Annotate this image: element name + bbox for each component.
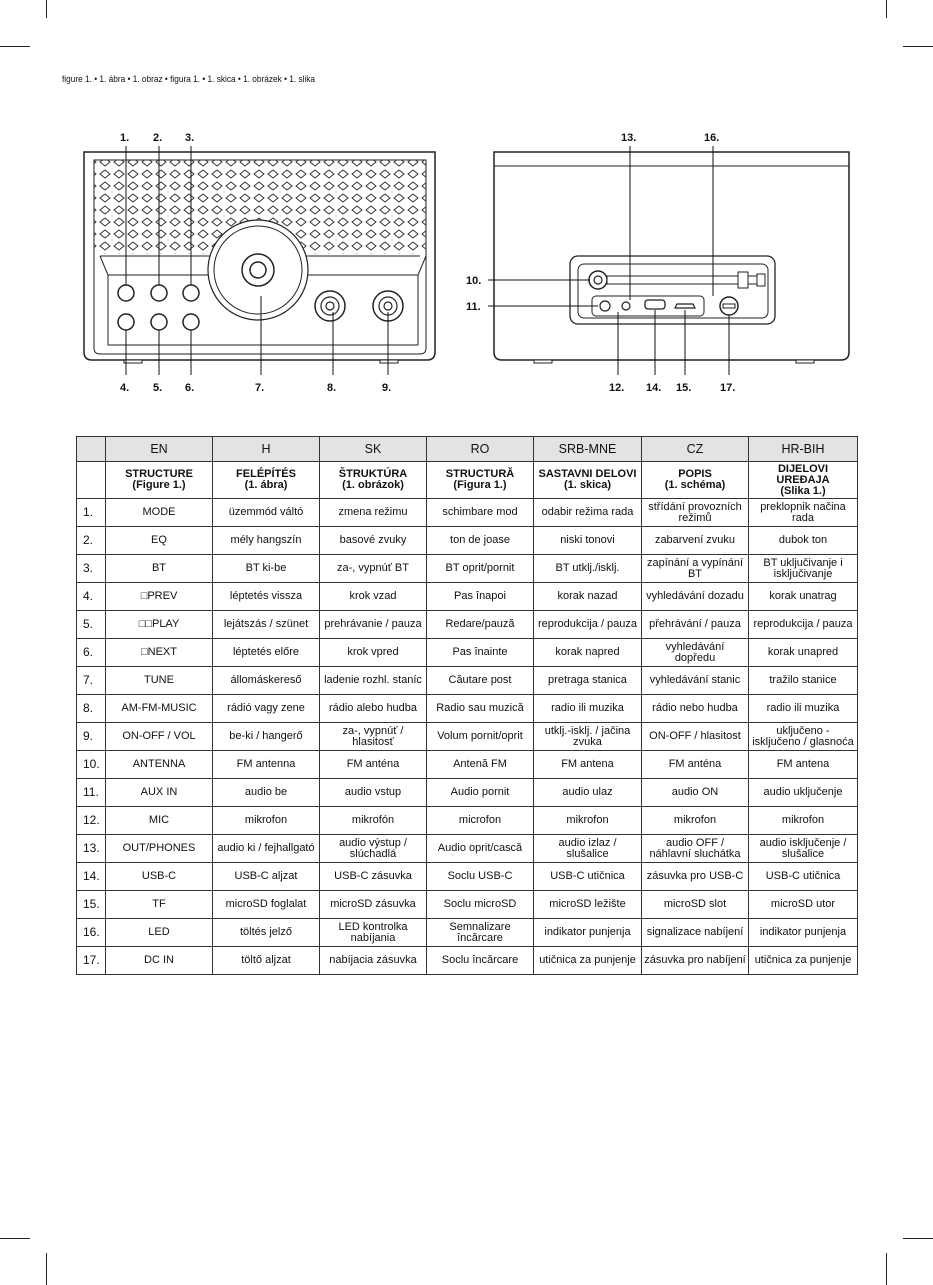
table-cell: střídání provozních režimů (642, 499, 749, 527)
table-cell: lejátszás / szünet (213, 611, 320, 639)
crop-mark (886, 1253, 887, 1285)
table-cell: microSD ležište (534, 891, 642, 919)
row-number: 4. (77, 583, 106, 611)
table-header-row (77, 437, 858, 462)
table-cell: FM antena (749, 751, 858, 779)
table-cell: audio vstup (320, 779, 427, 807)
table-cell: mély hangszín (213, 527, 320, 555)
structure-figure-ref: (1. obrázok) (342, 479, 404, 491)
table-cell: microSD utor (749, 891, 858, 919)
table-cell: za-, vypnúť / hlasitosť (320, 723, 427, 751)
table-cell (106, 462, 213, 499)
row-number: 5. (77, 611, 106, 639)
table-cell: basové zvuky (320, 527, 427, 555)
row-number: 3. (77, 555, 106, 583)
table-cell: Pas înapoi (427, 583, 534, 611)
row-number: 8. (77, 695, 106, 723)
table-cell: □□PLAY (106, 611, 213, 639)
front-label: 6. (185, 382, 195, 394)
row-number: 16. (77, 919, 106, 947)
back-label: 15. (676, 382, 692, 394)
header-cell: CZ (642, 437, 749, 462)
table-row (77, 667, 858, 695)
table-cell: indikator punjenja (749, 919, 858, 947)
crop-mark (46, 1253, 47, 1285)
table-cell: přehrávání / pauza (642, 611, 749, 639)
table-cell: audio be (213, 779, 320, 807)
table-cell: krok vzad (320, 583, 427, 611)
table-cell: dubok ton (749, 527, 858, 555)
table-cell: FM anténa (320, 751, 427, 779)
row-number: 10. (77, 751, 106, 779)
table-cell: TF (106, 891, 213, 919)
row-number: 13. (77, 835, 106, 863)
table-cell: mikrofon (534, 807, 642, 835)
front-label: 7. (255, 382, 265, 394)
figure-caption: figure 1. • 1. ábra • 1. obraz • figura 1. • 1. skica • 1. obrázek • 1. slika (62, 74, 316, 84)
table-row (77, 527, 858, 555)
front-label: 9. (382, 382, 392, 394)
table-row (77, 779, 858, 807)
table-cell: zásuvka pro nabíjení (642, 947, 749, 975)
table-cell (642, 462, 749, 499)
table-cell: preklopnik načina rada (749, 499, 858, 527)
table-cell (534, 462, 642, 499)
table-cell: korak unapred (749, 639, 858, 667)
table-cell: audio OFF / náhlavní sluchátka (642, 835, 749, 863)
table-cell: Soclu USB-C (427, 863, 534, 891)
table-cell: Soclu încărcare (427, 947, 534, 975)
table-row (77, 499, 858, 527)
front-label: 4. (120, 382, 130, 394)
table-cell: tražilo stanice (749, 667, 858, 695)
table-cell: FM antena (534, 751, 642, 779)
header-cell (77, 437, 106, 462)
back-view (488, 146, 849, 375)
table-cell: MODE (106, 499, 213, 527)
parts-table (76, 436, 858, 975)
structure-figure-ref: (1. skica) (563, 479, 612, 491)
front-label: 3. (185, 132, 195, 144)
header-cell: RO (427, 437, 534, 462)
table-cell (427, 462, 534, 499)
table-cell: reprodukcija / pauza (749, 611, 858, 639)
table-cell: EQ (106, 527, 213, 555)
header-cell: SRB-MNE (534, 437, 642, 462)
table-cell: USB-C utičnica (749, 863, 858, 891)
table-cell: BT (106, 555, 213, 583)
crop-mark (903, 1238, 933, 1239)
table-row (77, 695, 858, 723)
table-cell: utičnica za punjenje (534, 947, 642, 975)
table-cell: vyhledávání dozadu (642, 583, 749, 611)
table-cell: radio ili muzika (534, 695, 642, 723)
table-cell: mikrofon (213, 807, 320, 835)
structure-title: SASTAVNI DELOVI (538, 468, 637, 480)
structure-row (77, 462, 858, 499)
back-label: 10. (466, 275, 482, 287)
table-cell: odabir režima rada (534, 499, 642, 527)
table-cell: korak unatrag (749, 583, 858, 611)
table-cell: USB-C zásuvka (320, 863, 427, 891)
table-cell: □NEXT (106, 639, 213, 667)
table-cell: BT utklj./isklj. (534, 555, 642, 583)
row-number: 9. (77, 723, 106, 751)
table-cell: mikrofon (642, 807, 749, 835)
table-cell: rádio alebo hudba (320, 695, 427, 723)
table-cell: ton de joase (427, 527, 534, 555)
table-cell: audio isključenje / slušalice (749, 835, 858, 863)
row-number: 6. (77, 639, 106, 667)
table-cell: AUX IN (106, 779, 213, 807)
table-cell: rádió vagy zene (213, 695, 320, 723)
table-cell: AM-FM-MUSIC (106, 695, 213, 723)
structure-title: FELÉPÍTÉS (236, 468, 296, 480)
table-cell: vyhledávání stanic (642, 667, 749, 695)
table-cell: niski tonovi (534, 527, 642, 555)
table-row (77, 751, 858, 779)
table-cell: uključeno - isključeno / glasnoća (749, 723, 858, 751)
table-cell: FM anténa (642, 751, 749, 779)
row-number: 12. (77, 807, 106, 835)
table-cell: FM antenna (213, 751, 320, 779)
table-cell: üzemmód váltó (213, 499, 320, 527)
table-cell: utklj.-isklj. / jačina zvuka (534, 723, 642, 751)
table-cell: audio ulaz (534, 779, 642, 807)
table-cell: krok vpred (320, 639, 427, 667)
table-cell (213, 462, 320, 499)
back-label: 13. (621, 132, 637, 144)
row-number: 11. (77, 779, 106, 807)
table-cell: BT ki-be (213, 555, 320, 583)
table-cell: mikrofon (749, 807, 858, 835)
table-cell: USB-C aljzat (213, 863, 320, 891)
table-cell: schimbare mod (427, 499, 534, 527)
table-cell: Audio oprit/cască (427, 835, 534, 863)
structure-title: ŠTRUKTÚRA (338, 468, 408, 480)
table-cell: be-ki / hangerő (213, 723, 320, 751)
table-cell: Audio pornit (427, 779, 534, 807)
table-cell: prehrávanie / pauza (320, 611, 427, 639)
table-cell: Căutare post (427, 667, 534, 695)
table-cell: audio výstup / slúchadlá (320, 835, 427, 863)
table-cell (749, 462, 858, 499)
back-label: 16. (704, 132, 720, 144)
table-cell: Antenă FM (427, 751, 534, 779)
row-number: 1. (77, 499, 106, 527)
table-cell: ANTENNA (106, 751, 213, 779)
table-cell: Semnalizare încărcare (427, 919, 534, 947)
table-cell: microSD slot (642, 891, 749, 919)
structure-figure-ref: (1. ábra) (244, 479, 288, 491)
table-cell: OUT/PHONES (106, 835, 213, 863)
back-label: 14. (646, 382, 662, 394)
table-row (77, 919, 858, 947)
table-cell: nabíjacia zásuvka (320, 947, 427, 975)
front-label: 2. (153, 132, 163, 144)
table-cell: ON-OFF / VOL (106, 723, 213, 751)
table-cell: TUNE (106, 667, 213, 695)
table-cell: audio uključenje (749, 779, 858, 807)
table-cell: MIC (106, 807, 213, 835)
table-row (77, 807, 858, 835)
table-cell: ladenie rozhl. staníc (320, 667, 427, 695)
row-number: 7. (77, 667, 106, 695)
table-cell: állomáskereső (213, 667, 320, 695)
table-row (77, 639, 858, 667)
table-cell: USB-C utičnica (534, 863, 642, 891)
front-label: 8. (327, 382, 337, 394)
table-cell: BT uključivanje i isključivanje (749, 555, 858, 583)
structure-figure-ref: (Slika 1.) (780, 484, 826, 497)
table-cell: mikrofón (320, 807, 427, 835)
row-number: 17. (77, 947, 106, 975)
table-cell: rádio nebo hudba (642, 695, 749, 723)
row-number: 14. (77, 863, 106, 891)
table-cell: za-, vypnúť BT (320, 555, 427, 583)
table-cell: ON-OFF / hlasitost (642, 723, 749, 751)
structure-figure-ref: (1. schéma) (664, 479, 726, 491)
table-cell (77, 462, 106, 499)
structure-title: POPIS (678, 468, 712, 480)
table-cell: USB-C (106, 863, 213, 891)
table-cell: utičnica za punjenje (749, 947, 858, 975)
table-cell: signalizace nabíjení (642, 919, 749, 947)
structure-title: DIJELOVI UREĐAJA (776, 462, 830, 486)
table-cell: töltő aljzat (213, 947, 320, 975)
table-cell (320, 462, 427, 499)
table-cell: korak nazad (534, 583, 642, 611)
table-cell: zásuvka pro USB-C (642, 863, 749, 891)
row-number: 15. (77, 891, 106, 919)
header-cell: H (213, 437, 320, 462)
table-cell: zmena režimu (320, 499, 427, 527)
front-label: 5. (153, 382, 163, 394)
table-cell: audio ON (642, 779, 749, 807)
table-row (77, 583, 858, 611)
table-cell: LED kontrolka nabíjania (320, 919, 427, 947)
table-cell: reprodukcija / pauza (534, 611, 642, 639)
table-cell: Radio sau muzică (427, 695, 534, 723)
table-cell: BT oprit/pornit (427, 555, 534, 583)
table-cell: töltés jelző (213, 919, 320, 947)
header-cell: HR-BIH (749, 437, 858, 462)
table-cell: zapínání a vypínání BT (642, 555, 749, 583)
table-row (77, 555, 858, 583)
row-number: 2. (77, 527, 106, 555)
table-row (77, 611, 858, 639)
table-cell: audio izlaz / slušalice (534, 835, 642, 863)
structure-figure-ref: (Figura 1.) (453, 479, 507, 491)
table-row (77, 835, 858, 863)
structure-title: STRUCTURE (125, 468, 193, 480)
table-cell: microfon (427, 807, 534, 835)
table-cell: Soclu microSD (427, 891, 534, 919)
table-cell: LED (106, 919, 213, 947)
table-row (77, 891, 858, 919)
back-label: 17. (720, 382, 736, 394)
front-label: 1. (120, 132, 130, 144)
table-row (77, 863, 858, 891)
table-cell: zabarvení zvuku (642, 527, 749, 555)
table-cell: pretraga stanica (534, 667, 642, 695)
table-cell: □PREV (106, 583, 213, 611)
header-cell: SK (320, 437, 427, 462)
table-cell: korak napred (534, 639, 642, 667)
table-cell: Volum pornit/oprit (427, 723, 534, 751)
table-cell: léptetés vissza (213, 583, 320, 611)
header-cell: EN (106, 437, 213, 462)
device-figure (0, 0, 933, 420)
table-cell: DC IN (106, 947, 213, 975)
structure-title: STRUCTURĂ (445, 468, 515, 480)
table-cell: vyhledávání dopředu (642, 639, 749, 667)
table-cell: audio ki / fejhallgató (213, 835, 320, 863)
table-cell: microSD zásuvka (320, 891, 427, 919)
table-row (77, 947, 858, 975)
table-cell: Pas înainte (427, 639, 534, 667)
table-row (77, 723, 858, 751)
back-label: 12. (609, 382, 625, 394)
structure-figure-ref: (Figure 1.) (132, 479, 186, 491)
table-cell: indikator punjenja (534, 919, 642, 947)
table-cell: radio ili muzika (749, 695, 858, 723)
front-view (84, 146, 435, 375)
table-cell: microSD foglalat (213, 891, 320, 919)
back-label: 11. (466, 301, 481, 313)
table-cell: Redare/pauză (427, 611, 534, 639)
table-cell: léptetés előre (213, 639, 320, 667)
crop-mark (0, 1238, 30, 1239)
